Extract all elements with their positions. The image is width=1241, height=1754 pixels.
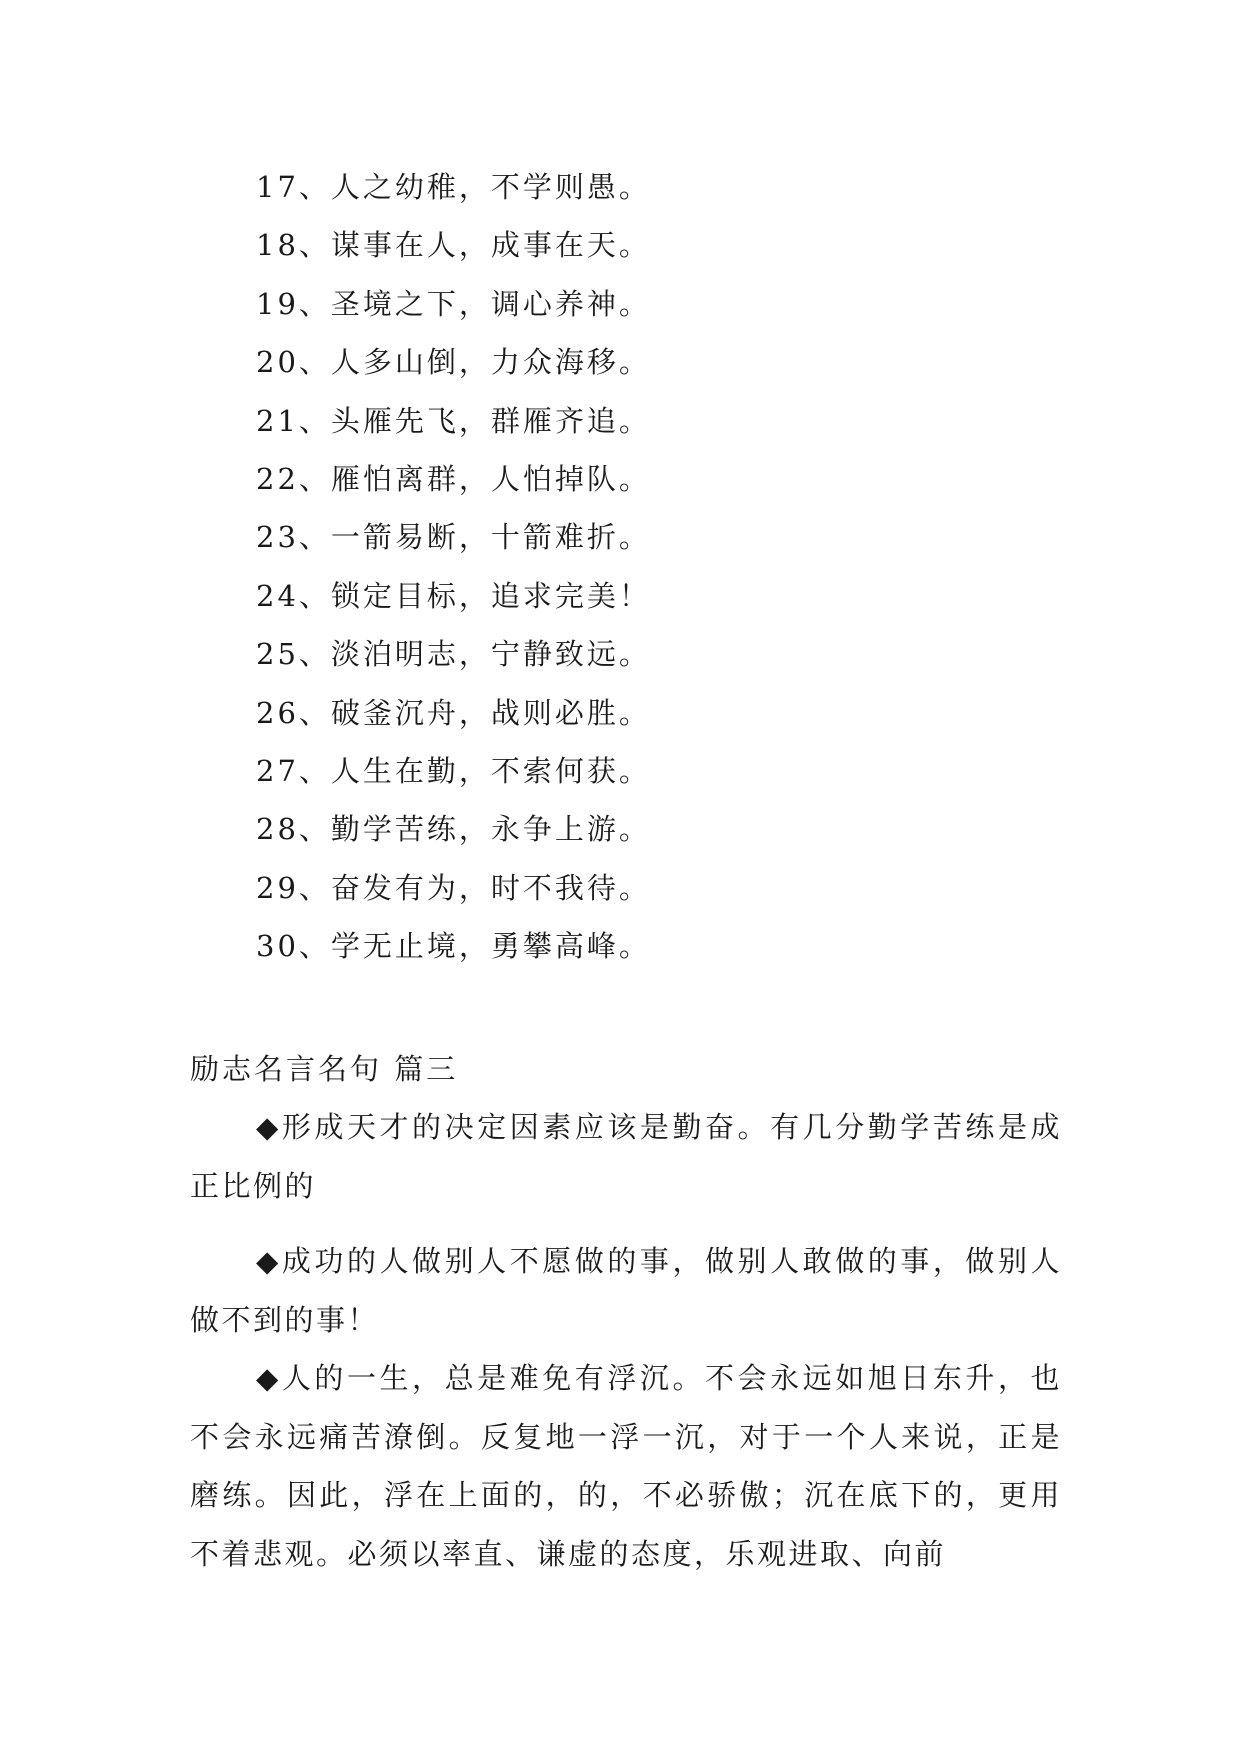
list-item: 24、锁定目标，追求完美！ [256, 578, 651, 613]
quote-paragraph: ◆形成天才的决定因素应该是勤奋。有几分勤学苦练是成正比例的 [190, 1110, 1062, 1203]
quote-paragraph: ◆人的一生，总是难免有浮沉。不会永远如旭日东升，也不会永远痛苦潦倒。反复地一浮一沉，对于一个人来说，正是磨练。因此，浮在上面的，的，不必骄傲；沉在底下的，更用不着悲观。必须以率直、谦虚的态度，乐观进取、向前 [190, 1361, 1062, 1571]
list-item: 27、人生在勤，不索何获。 [256, 753, 651, 788]
numbered-quote-list [256, 158, 651, 975]
list-item: 18、谋事在人，成事在天。 [256, 228, 651, 263]
list-item: 23、一箭易断，十箭难折。 [256, 520, 651, 555]
list-item: 30、学无止境，勇攀高峰。 [256, 929, 651, 964]
quote-paragraph: ◆成功的人做别人不愿做的事，做别人敢做的事，做别人做不到的事！ [190, 1244, 1062, 1337]
list-item: 19、圣境之下，调心养神。 [256, 286, 651, 321]
list-item: 29、奋发有为，时不我待。 [256, 870, 651, 905]
list-item: 25、淡泊明志，宁静致远。 [256, 637, 651, 672]
list-item: 26、破釜沉舟，战则必胜。 [256, 695, 651, 730]
list-item: 21、头雁先飞，群雁齐追。 [256, 403, 651, 438]
list-item: 22、雁怕离群，人怕掉队。 [256, 461, 651, 496]
list-item: 28、勤学苦练，永争上游。 [256, 812, 651, 847]
list-item: 20、人多山倒，力众海移。 [256, 345, 651, 380]
list-item: 17、人之幼稚，不学则愚。 [256, 170, 651, 204]
section-heading: 励志名言名句 篇三 [190, 1052, 459, 1086]
